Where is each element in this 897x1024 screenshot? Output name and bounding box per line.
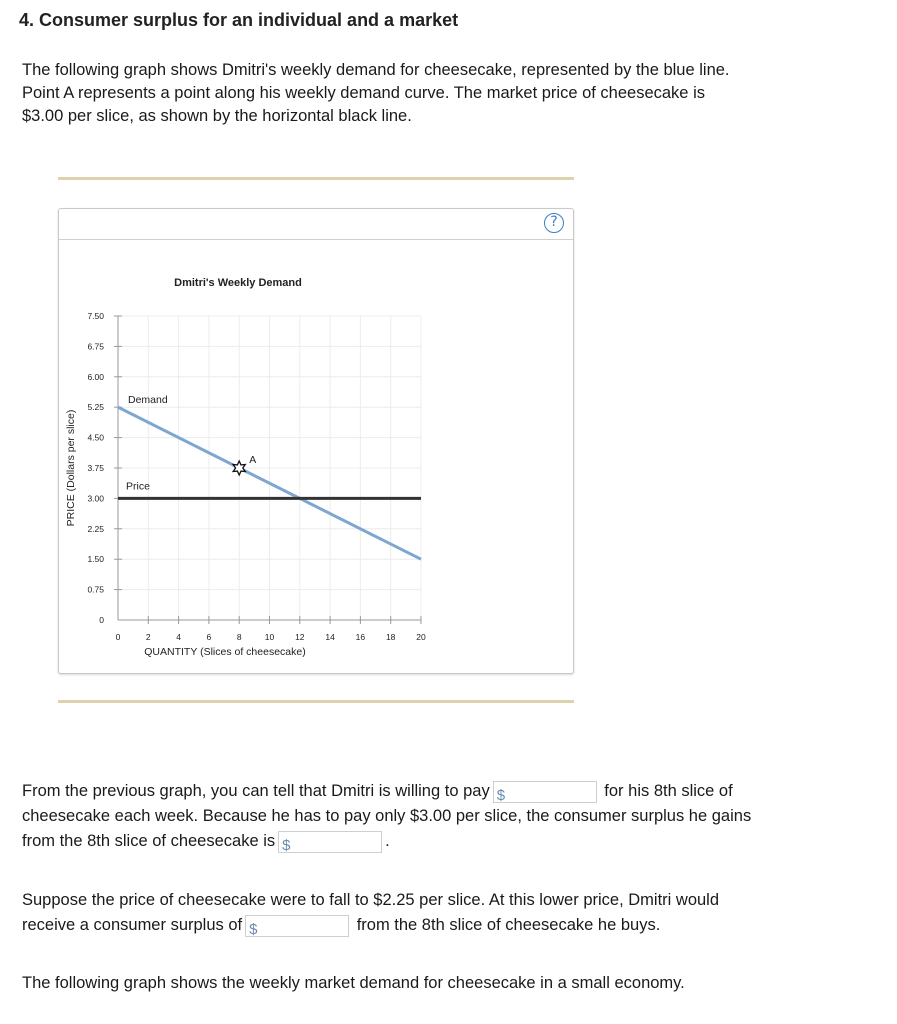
intro-line-3: $3.00 per slice, as shown by the horizontal black line. — [22, 107, 412, 125]
y-tick-label: 4.50 — [87, 432, 104, 443]
x-tick-label: 10 — [264, 632, 275, 642]
intro-line-2: Point A represents a point along his weekly demand curve. The market price of cheesecake is — [22, 84, 705, 102]
y-tick-label: 6.75 — [87, 341, 104, 352]
x-tick-label: 6 — [206, 632, 212, 642]
point-a-label: A — [249, 454, 257, 466]
x-tick-label: 18 — [385, 632, 396, 642]
answer-text-3: The following graph shows the weekly market demand for cheesecake in a small economy. — [22, 974, 685, 992]
dollar-sign: $ — [249, 920, 258, 938]
answer-text-2a: Suppose the price of cheesecake were to fall to $2.25 per slice. At this lower price, Dmitri would — [22, 891, 720, 909]
intro-text — [22, 59, 730, 128]
consumer-surplus-input[interactable] — [295, 834, 381, 854]
point-a-marker — [233, 461, 245, 475]
answer-paragraph-3 — [22, 972, 685, 995]
x-tick-label: 14 — [325, 632, 335, 642]
dollar-sign: $ — [282, 836, 291, 854]
help-icon[interactable]: ? — [544, 213, 564, 233]
answer-text-2b: receive a consumer surplus of — [22, 916, 243, 934]
x-tick-label: 4 — [176, 632, 181, 642]
demand-curve-label: Demand — [128, 394, 168, 407]
answer-text-1-end: . — [385, 832, 390, 850]
answer-text-1a: From the previous graph, you can tell that Dmitri is willing to pay — [22, 782, 490, 800]
y-tick-label: 6.00 — [87, 371, 104, 382]
y-tick-label: 7.50 — [87, 311, 104, 321]
answer-text-2c: from the 8th slice of cheesecake he buys. — [356, 916, 661, 934]
surplus-lower-price-input[interactable] — [262, 918, 348, 938]
x-tick-label: 12 — [295, 632, 305, 642]
y-axis-label: PRICE (Dollars per slice) — [65, 409, 77, 527]
y-tick-label: 0.75 — [87, 584, 104, 595]
x-tick-label: 16 — [355, 632, 366, 642]
demand-chart — [59, 209, 573, 673]
x-tick-label: 2 — [145, 632, 151, 642]
dollar-sign: $ — [496, 786, 506, 804]
y-tick-label: 5.25 — [87, 402, 104, 413]
y-tick-label: 1.50 — [87, 554, 104, 565]
y-tick-label: 3.75 — [87, 463, 104, 473]
answer-paragraph-2 — [22, 888, 719, 938]
price-line-label: Price — [126, 480, 150, 493]
y-tick-label: 2.25 — [87, 523, 104, 534]
answer-text-1d: from the 8th slice of cheesecake is — [22, 832, 276, 850]
x-axis-label: QUANTITY (Slices of cheesecake) — [144, 646, 306, 658]
x-tick-label: 0 — [115, 632, 121, 642]
chart-grid — [118, 316, 421, 620]
willing-to-pay-input[interactable] — [510, 784, 596, 804]
question-heading: 4. Consumer surplus for an individual and a market — [19, 10, 459, 30]
x-tick-label: 20 — [416, 632, 426, 642]
graph-panel — [58, 208, 574, 674]
intro-line-1: The following graph shows Dmitri's weekly demand for cheesecake, represented by the blue line. — [22, 61, 730, 79]
consumer-surplus-field[interactable] — [278, 831, 382, 853]
y-tick-label: 3.00 — [87, 493, 104, 504]
answer-text-1b: for his 8th slice of — [604, 782, 733, 800]
surplus-lower-price-field[interactable] — [245, 915, 349, 937]
y-tick-label: 0 — [99, 615, 104, 625]
x-tick-label: 8 — [236, 632, 242, 642]
chart-title: Dmitri's Weekly Demand — [174, 277, 302, 289]
willing-to-pay-field[interactable] — [493, 781, 597, 803]
divider-bottom — [58, 700, 574, 703]
divider-top — [58, 177, 574, 180]
answer-paragraph-1 — [22, 779, 751, 854]
answer-text-1c: cheesecake each week. Because he has to pay only $3.00 per slice, the consumer surplus he gains — [22, 807, 752, 825]
